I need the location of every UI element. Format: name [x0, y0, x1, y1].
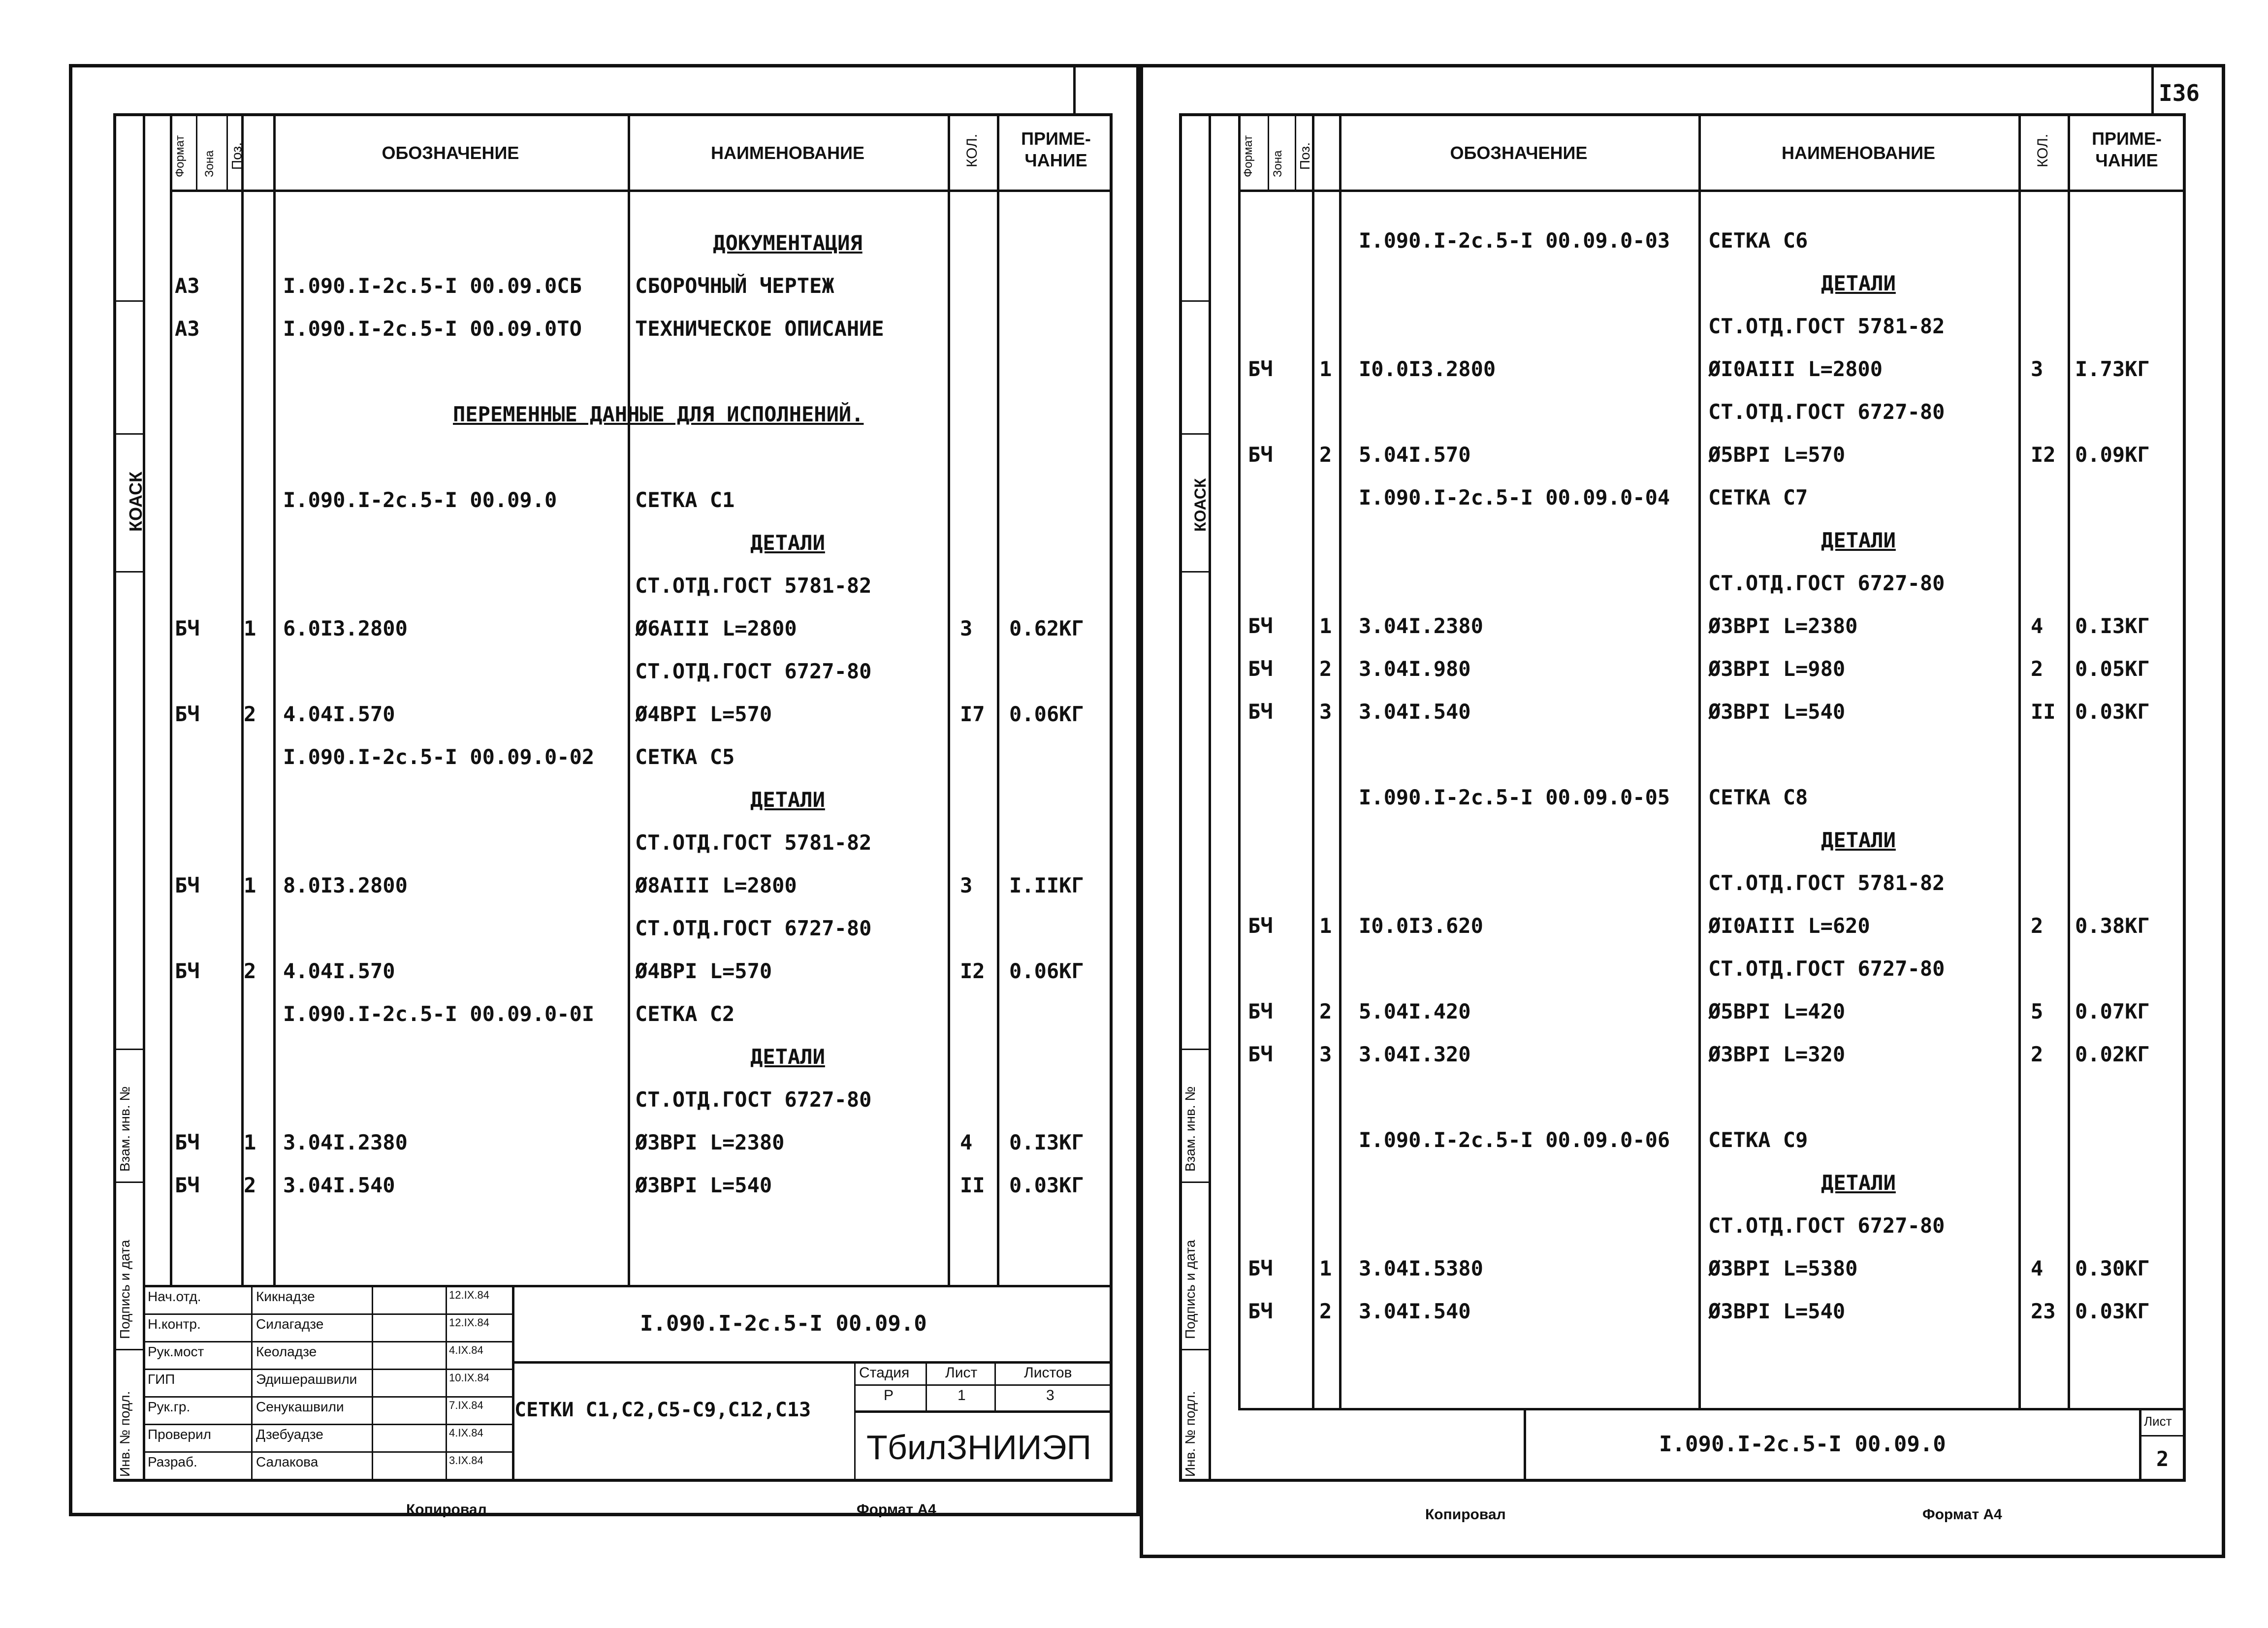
row-quantity: I2	[2031, 443, 2056, 467]
row-name: Ø3ВРI L=980	[1708, 657, 1846, 681]
row-format: БЧ	[1248, 357, 1273, 381]
row-position: 1	[1319, 1256, 1332, 1280]
row-note: I.73КГ	[2075, 357, 2150, 381]
row-quantity: 3	[960, 616, 973, 640]
right-sheet-label: Лист	[2144, 1414, 2172, 1429]
right-footer-copied: Копировал	[1425, 1506, 1506, 1523]
signer-role: ГИП	[148, 1372, 175, 1387]
row-position: 1	[1319, 614, 1332, 638]
signer-date: 10.IX.84	[449, 1372, 489, 1384]
signer-date: 7.IX.84	[449, 1399, 483, 1411]
row-note: 0.38КГ	[2075, 914, 2150, 938]
row-name: СБОРОЧНЫЙ ЧЕРТЕЖ	[635, 274, 834, 298]
row-name: СТ.ОТД.ГОСТ 6727-80	[1708, 957, 1945, 981]
row-designation: 5.04I.570	[1359, 443, 1471, 467]
row-position: 2	[1319, 657, 1332, 681]
row-position: 3	[1319, 1042, 1332, 1066]
row-position: 3	[1319, 700, 1332, 724]
signer-role: Нач.отд.	[148, 1289, 201, 1304]
row-format: БЧ	[1248, 1299, 1273, 1323]
row-position: 1	[1319, 914, 1332, 938]
right-titleblock-designation: I.090.I-2с.5-I 00.09.0	[1659, 1432, 1946, 1457]
row-format: А3	[175, 274, 200, 298]
right-sheet-value: 2	[2156, 1447, 2169, 1471]
row-note: 0.03КГ	[2075, 1299, 2150, 1323]
row-note: I.IIКГ	[1009, 873, 1084, 897]
row-name: СЕТКА С1	[635, 488, 735, 512]
header-qty: КОЛ.	[964, 133, 980, 167]
row-position: 1	[244, 1130, 256, 1154]
left-side-stamp: КОАСК	[126, 471, 146, 532]
page-number: I36	[2159, 80, 2200, 106]
row-name: Ø8АIII L=2800	[635, 873, 797, 897]
left-side-label-2: Подпись и дата	[117, 1240, 132, 1339]
row-note: 0.03КГ	[2075, 700, 2150, 724]
row-designation: I.090.I-2с.5-I 00.09.0-04	[1359, 485, 1670, 510]
row-format: БЧ	[1248, 443, 1273, 467]
row-format: БЧ	[175, 959, 200, 983]
signer-name: Сенукашвили	[256, 1399, 344, 1414]
row-section-title: ПЕРЕМЕННЫЕ ДАННЫЕ ДЛЯ ИСПОЛНЕНИЙ.	[453, 402, 864, 426]
row-quantity: 4	[2031, 1256, 2044, 1280]
row-quantity: 23	[2031, 1299, 2056, 1323]
row-name: Ø3ВРI L=2380	[635, 1130, 785, 1154]
row-quantity: 5	[2031, 999, 2044, 1023]
row-name: Ø4ВРI L=570	[635, 702, 772, 726]
sheet-label: Лист	[945, 1365, 978, 1381]
signer-date: 3.IX.84	[449, 1454, 483, 1467]
row-designation: 3.04I.980	[1359, 657, 1471, 681]
row-quantity: 2	[2031, 914, 2044, 938]
signer-role: Рук.мост	[148, 1344, 204, 1359]
row-designation: I.090.I-2с.5-I 00.09.0-0I	[283, 1002, 595, 1026]
right-side-stamp: КОАСК	[1191, 478, 1209, 532]
row-name: СЕТКА С9	[1708, 1128, 1808, 1152]
row-note: 0.03КГ	[1009, 1173, 1084, 1197]
row-position: 2	[1319, 1299, 1332, 1323]
row-designation: 3.04I.540	[1359, 700, 1471, 724]
row-name: СТ.ОТД.ГОСТ 5781-82	[1708, 314, 1945, 338]
row-note: 0.07КГ	[2075, 999, 2150, 1023]
row-designation: 3.04I.540	[1359, 1299, 1471, 1323]
right-side-label-2: Подпись и дата	[1182, 1240, 1198, 1339]
row-quantity: II	[960, 1173, 985, 1197]
row-format: БЧ	[1248, 1256, 1273, 1280]
r-header-zone: Зона	[1271, 150, 1284, 177]
row-name: СТ.ОТД.ГОСТ 6727-80	[1708, 1213, 1945, 1238]
signer-name: Дзебуадзе	[256, 1427, 323, 1442]
left-titleblock-top	[143, 1285, 1113, 1287]
row-quantity: 3	[960, 873, 973, 897]
left-titleblock-title: СЕТКИ С1,С2,С5-С9,С12,С13	[514, 1399, 811, 1421]
row-quantity: 3	[2031, 357, 2044, 381]
signer-name: Кикнадзе	[256, 1289, 315, 1304]
row-note: 0.09КГ	[2075, 443, 2150, 467]
row-designation: I.090.I-2с.5-I 00.09.0-06	[1359, 1128, 1670, 1152]
right-footer-format: Формат А4	[1922, 1506, 2002, 1523]
row-name: СЕТКА С7	[1708, 485, 1808, 510]
row-designation: 6.0I3.2800	[283, 616, 408, 640]
row-note: 0.I3КГ	[1009, 1130, 1084, 1154]
row-format: БЧ	[1248, 700, 1273, 724]
row-designation: 3.04I.540	[283, 1173, 395, 1197]
row-note: 0.06КГ	[1009, 702, 1084, 726]
row-format: БЧ	[175, 873, 200, 897]
sheets-value: 3	[1046, 1387, 1054, 1404]
row-designation: I.090.I-2с.5-I 00.09.0-03	[1359, 228, 1670, 253]
row-name: Ø5ВРI L=570	[1708, 443, 1846, 467]
row-name: Ø4ВРI L=570	[635, 959, 772, 983]
header-pos: Поз.	[229, 142, 244, 170]
row-quantity: 4	[2031, 614, 2044, 638]
row-name: СЕТКА С5	[635, 745, 735, 769]
row-format: А3	[175, 317, 200, 341]
row-position: 2	[1319, 443, 1332, 467]
row-designation: 5.04I.420	[1359, 999, 1471, 1023]
row-designation: 4.04I.570	[283, 959, 395, 983]
r-header-name: НАИМЕНОВАНИЕ	[1782, 143, 1935, 163]
signer-date: 4.IX.84	[449, 1427, 483, 1439]
left-side-label-1: Взам. инв. №	[117, 1086, 132, 1172]
signer-date: 12.IX.84	[449, 1289, 489, 1301]
right-side-label-3: Инв. № подл.	[1182, 1391, 1198, 1477]
row-quantity: I2	[960, 959, 985, 983]
row-designation: 8.0I3.2800	[283, 873, 408, 897]
row-designation: I0.0I3.2800	[1359, 357, 1496, 381]
signer-name: Кеоладзе	[256, 1344, 317, 1359]
row-name: Ø3ВРI L=5380	[1708, 1256, 1858, 1280]
r-header-pos: Поз.	[1297, 142, 1312, 170]
left-footer-copied: Копировал	[406, 1501, 487, 1518]
row-designation: 3.04I.320	[1359, 1042, 1471, 1066]
row-name: СТ.ОТД.ГОСТ 6727-80	[635, 659, 872, 683]
row-note: 0.30КГ	[2075, 1256, 2150, 1280]
row-name: Ø6АIII L=2800	[635, 616, 797, 640]
row-designation: I.090.I-2с.5-I 00.09.0-05	[1359, 785, 1670, 809]
right-side-label-1: Взам. инв. №	[1182, 1086, 1198, 1172]
signer-role: Н.контр.	[148, 1316, 201, 1332]
row-name: ØI0АIII L=2800	[1708, 357, 1883, 381]
row-quantity: 4	[960, 1130, 973, 1154]
row-quantity: 2	[2031, 657, 2044, 681]
row-designation: 3.04I.2380	[283, 1130, 408, 1154]
row-position: 2	[244, 702, 256, 726]
row-name: Ø3ВРI L=540	[1708, 700, 1846, 724]
row-name: СТ.ОТД.ГОСТ 5781-82	[635, 830, 872, 855]
row-designation: 4.04I.570	[283, 702, 395, 726]
row-format: БЧ	[1248, 999, 1273, 1023]
stage-value: Р	[884, 1387, 894, 1404]
row-note: 0.02КГ	[2075, 1042, 2150, 1066]
row-name: Ø5ВРI L=420	[1708, 999, 1846, 1023]
row-name: СЕТКА С8	[1708, 785, 1808, 809]
header-name: НАИМЕНОВАНИЕ	[711, 143, 864, 163]
row-format: БЧ	[1248, 657, 1273, 681]
row-note: 0.05КГ	[2075, 657, 2150, 681]
signer-name: Силагадзе	[256, 1316, 324, 1332]
row-name: СТ.ОТД.ГОСТ 6727-80	[635, 1087, 872, 1112]
row-name: СТ.ОТД.ГОСТ 6727-80	[635, 916, 872, 940]
stage-label: Стадия	[859, 1365, 910, 1381]
row-format: БЧ	[1248, 614, 1273, 638]
row-position: 1	[244, 873, 256, 897]
row-name: СЕТКА С6	[1708, 228, 1808, 253]
row-name: СТ.ОТД.ГОСТ 6727-80	[1708, 571, 1945, 595]
left-table-frame	[113, 113, 1113, 1482]
signer-role: Проверил	[148, 1427, 211, 1442]
signer-name: Салакова	[256, 1454, 319, 1469]
signer-name: Эдишерашвили	[256, 1372, 357, 1387]
row-name: Ø3ВРI L=320	[1708, 1042, 1846, 1066]
row-name: СТ.ОТД.ГОСТ 6727-80	[1708, 400, 1945, 424]
header-designation: ОБОЗНАЧЕНИЕ	[382, 143, 519, 163]
row-designation: I.090.I-2с.5-I 00.09.0ТО	[283, 317, 582, 341]
row-name: СТ.ОТД.ГОСТ 5781-82	[1708, 871, 1945, 895]
row-note: 0.I3КГ	[2075, 614, 2150, 638]
r-header-qty: КОЛ.	[2035, 133, 2051, 167]
row-quantity: I7	[960, 702, 985, 726]
signer-role: Рук.гр.	[148, 1399, 191, 1414]
row-position: 1	[244, 616, 256, 640]
sheets-label: Листов	[1024, 1365, 1072, 1381]
row-designation: I0.0I3.620	[1359, 914, 1483, 938]
header-note: ПРИМЕ-ЧАНИЕ	[1021, 128, 1091, 170]
row-name: Ø3ВРI L=540	[1708, 1299, 1846, 1323]
row-note: 0.62КГ	[1009, 616, 1084, 640]
row-name: ТЕХНИЧЕСКОЕ ОПИСАНИЕ	[635, 317, 884, 341]
row-quantity: II	[2031, 700, 2056, 724]
row-format: БЧ	[175, 1130, 200, 1154]
row-name: Ø3ВРI L=2380	[1708, 614, 1858, 638]
row-name: СТ.ОТД.ГОСТ 5781-82	[635, 574, 872, 598]
signer-role: Разраб.	[148, 1454, 197, 1469]
row-position: 2	[1319, 999, 1332, 1023]
row-format: БЧ	[175, 1173, 200, 1197]
signer-date: 12.IX.84	[449, 1316, 489, 1329]
row-format: БЧ	[1248, 914, 1273, 938]
row-designation: I.090.I-2с.5-I 00.09.0СБ	[283, 274, 582, 298]
r-header-format: Формат	[1242, 135, 1255, 177]
row-note: 0.06КГ	[1009, 959, 1084, 983]
left-titleblock-designation: I.090.I-2с.5-I 00.09.0	[640, 1311, 927, 1336]
row-quantity: 2	[2031, 1042, 2044, 1066]
left-footer-format: Формат А4	[857, 1501, 936, 1518]
header-format: Формат	[173, 135, 187, 177]
r-header-designation: ОБОЗНАЧЕНИЕ	[1450, 143, 1588, 163]
r-header-note: ПРИМЕ-ЧАНИЕ	[2092, 128, 2162, 170]
row-position: 1	[1319, 357, 1332, 381]
row-name: Ø3ВРI L=540	[635, 1173, 772, 1197]
row-format: БЧ	[175, 702, 200, 726]
signer-date: 4.IX.84	[449, 1344, 483, 1356]
row-designation: I.090.I-2с.5-I 00.09.0-02	[283, 745, 595, 769]
row-designation: 3.04I.5380	[1359, 1256, 1483, 1280]
row-position: 2	[244, 1173, 256, 1197]
row-format: БЧ	[1248, 1042, 1273, 1066]
left-side-label-3: Инв. № подл.	[117, 1391, 132, 1477]
organization: ТбилЗНИИЭП	[866, 1428, 1091, 1467]
row-position: 2	[244, 959, 256, 983]
header-zone: Зона	[203, 150, 216, 177]
row-designation: I.090.I-2с.5-I 00.09.0	[283, 488, 557, 512]
sheet-value: 1	[958, 1387, 966, 1404]
row-name: ØI0АIII L=620	[1708, 914, 1870, 938]
row-name: СЕТКА С2	[635, 1002, 735, 1026]
row-designation: 3.04I.2380	[1359, 614, 1483, 638]
row-format: БЧ	[175, 616, 200, 640]
